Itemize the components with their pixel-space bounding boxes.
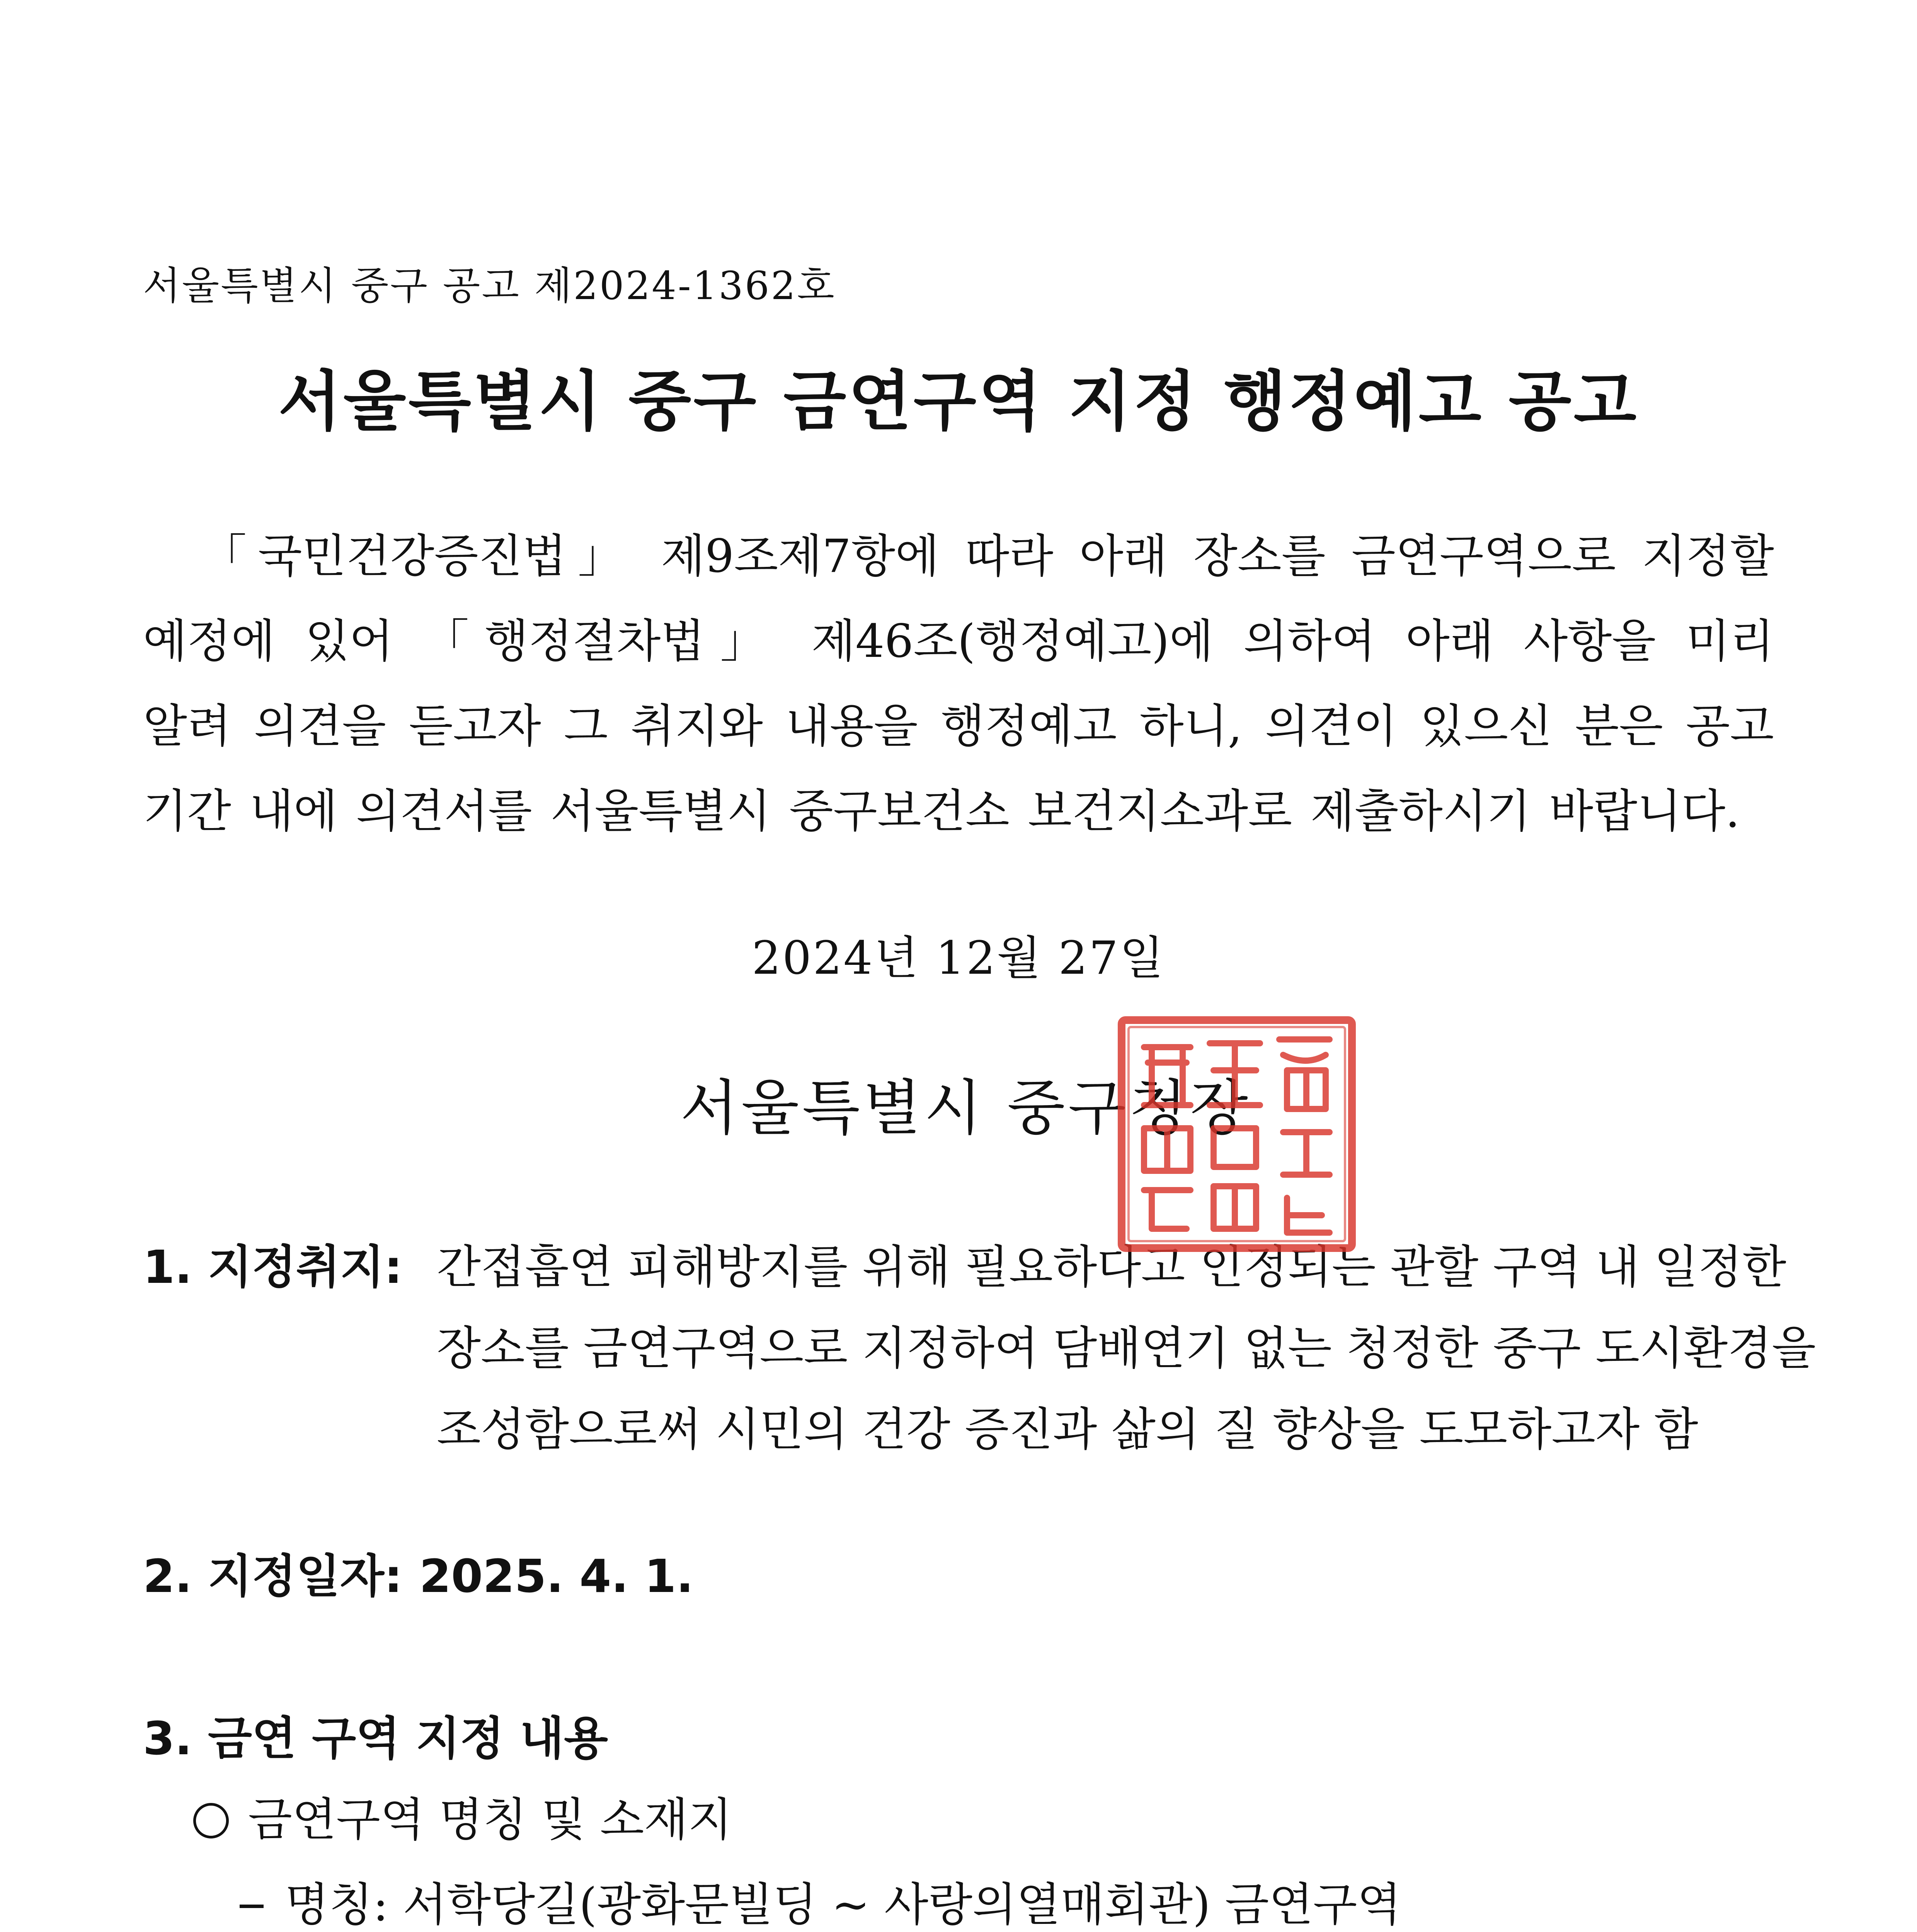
section-2-label: 2. 지정일자: (143, 1549, 403, 1603)
zone-name-text: 명칭: 서학당길(광화문빌딩 ~ 사랑의열매회관) 금연구역 (285, 1878, 1401, 1931)
intro-line-3: 알려 의견을 듣고자 그 취지와 내용을 행정예고 하니, 의견이 있으신 분은 공고 (143, 699, 1774, 753)
designation-date-value: 2025. 4. 1. (419, 1549, 694, 1603)
section-3-label: 3. 금연 구역 지정 내용 (143, 1712, 608, 1765)
notice-number: 서울특별시 중구 공고 제2024-1362호 (143, 263, 836, 308)
section-1-line-2: 장소를 금연구역으로 지정하여 담배연기 없는 청정한 중구 도시환경을 (437, 1321, 1816, 1375)
zone-name-item (240, 1878, 1401, 1931)
section-1-line-3: 조성함으로써 시민의 건강 증진과 삶의 질 향상을 도모하고자 함 (437, 1403, 1698, 1456)
document-title: 서울특별시 중구 금연구역 지정 행정예고 공고 (278, 364, 1639, 439)
issuer-name: 서울특별시 중구청장 (680, 1073, 1251, 1143)
official-seal-icon (1113, 1005, 1360, 1256)
section-1-line-1: 간접흡연 피해방지를 위해 필요하다고 인정되는 관할 구역 내 일정한 (437, 1240, 1786, 1294)
subsection-name-location (193, 1793, 732, 1846)
section-1-label: 1. 지정취지: (143, 1240, 403, 1294)
circle-bullet-icon (193, 1803, 229, 1838)
subsection-title: 금연구역 명칭 및 소재지 (248, 1793, 732, 1846)
intro-line-2: 예정에 있어 「행정절차법」 제46조(행정예고)에 의하여 아래 사항을 미리 (143, 614, 1774, 668)
intro-line-1: 「국민건강증진법」 제9조제7항에 따라 아래 장소를 금연구역으로 지정할 (201, 529, 1774, 583)
notice-date: 2024년 12월 27일 (752, 931, 1165, 985)
intro-line-4: 기간 내에 의견서를 서울특별시 중구보건소 보건지소과로 제출하시기 바랍니다. (143, 784, 1740, 838)
dash-bullet-icon (240, 1905, 264, 1908)
